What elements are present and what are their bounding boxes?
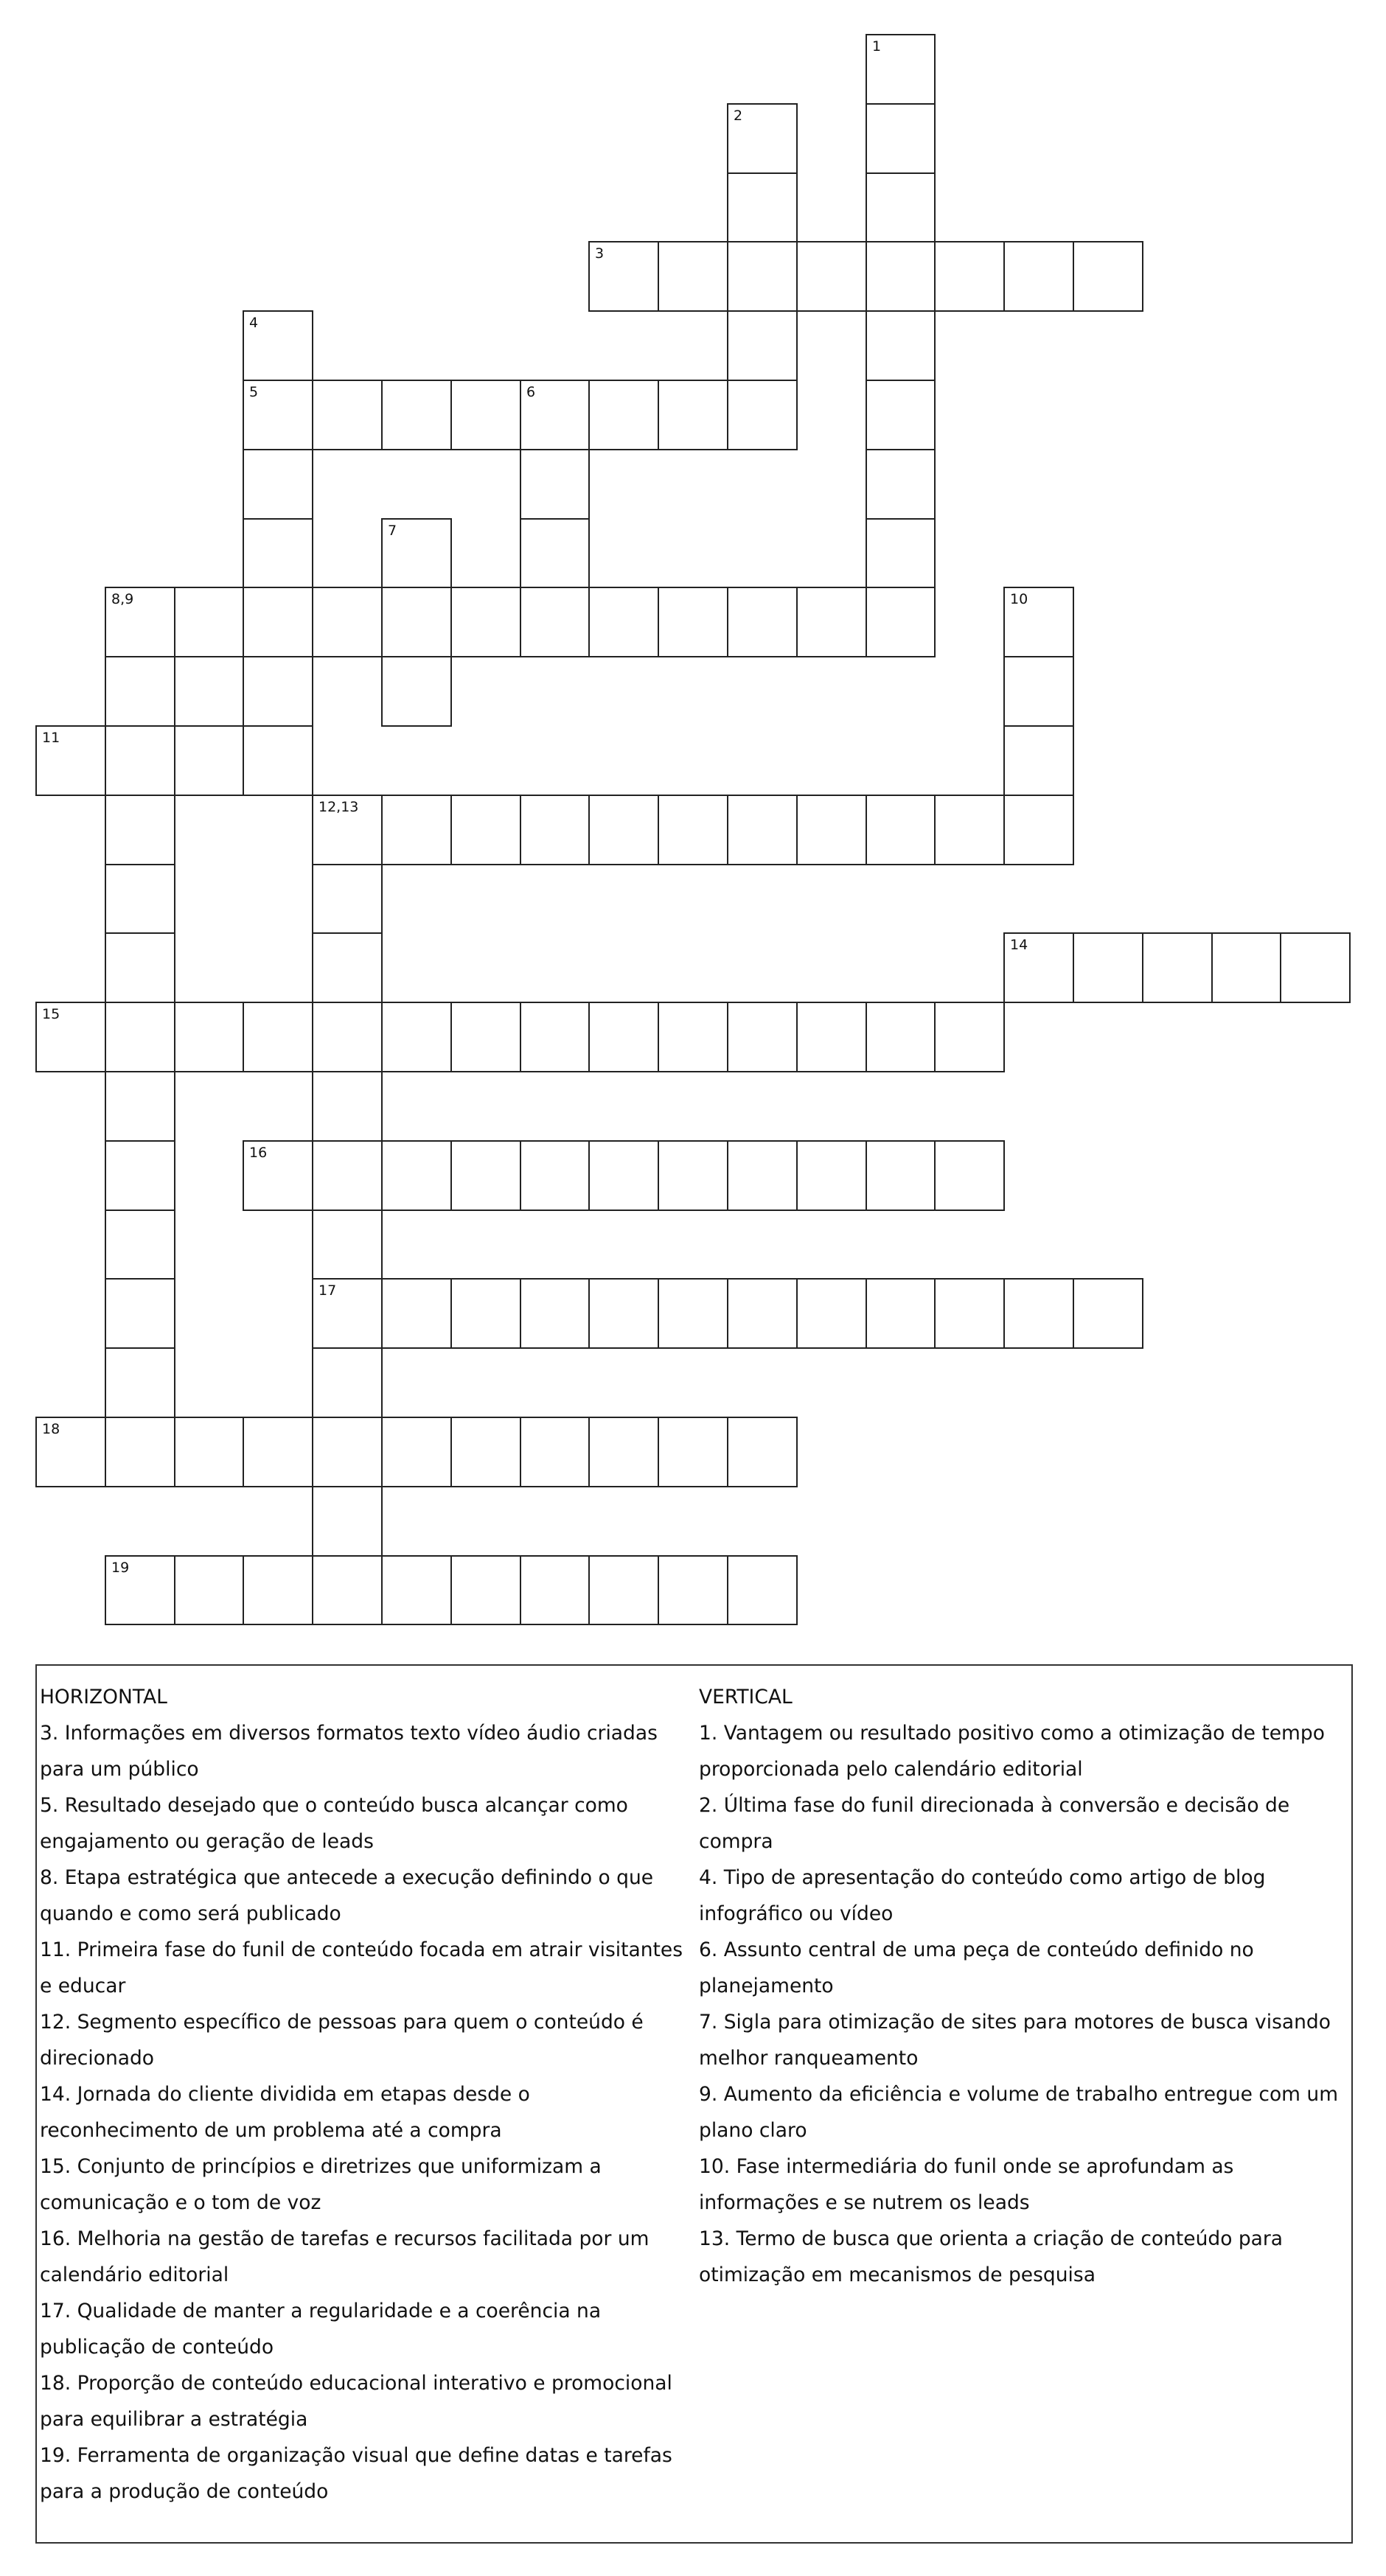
crossword-cell[interactable] <box>727 310 798 381</box>
crossword-cell[interactable] <box>727 1555 798 1625</box>
crossword-cell[interactable] <box>520 518 590 588</box>
crossword-cell[interactable] <box>450 1417 521 1487</box>
crossword-cell[interactable] <box>105 1347 175 1418</box>
clue-number: 6 <box>526 384 536 400</box>
crossword-cell[interactable] <box>727 587 798 657</box>
crossword-cell[interactable] <box>105 1417 175 1487</box>
clue-number: 12,13 <box>318 799 359 815</box>
crossword-cell[interactable] <box>796 241 867 312</box>
crossword-cell[interactable] <box>588 1002 659 1072</box>
crossword-cell[interactable] <box>1003 725 1074 796</box>
clue-down-13: 13. Termo de busca que orienta a criação de conteúdo para otimização em mecanismos de pesquisa <box>699 2227 1284 2286</box>
crossword-cell[interactable] <box>381 656 452 727</box>
crossword-cell[interactable] <box>1003 656 1074 727</box>
crossword-cell[interactable] <box>312 1002 383 1072</box>
horizontal-heading: HORIZONTAL <box>40 1686 167 1708</box>
crossword-cell[interactable] <box>520 1555 590 1625</box>
clue-across-17: 17. Qualidade de manter a regularidade e a coerência na publicação de conteúdo <box>40 2300 602 2359</box>
crossword-cell[interactable] <box>796 1140 867 1211</box>
crossword-cell[interactable] <box>105 1555 175 1625</box>
clue-down-7: 7. Sigla para otimização de sites para motores de busca visando melhor ranqueamento <box>699 2011 1331 2070</box>
clue-down-4: 4. Tipo de apresentação do conteúdo como artigo de blog infográfico ou vídeo <box>699 1866 1266 1925</box>
crossword-cell[interactable] <box>727 1278 798 1349</box>
crossword-cell[interactable] <box>520 1002 590 1072</box>
crossword-cell[interactable] <box>174 725 244 796</box>
crossword-cell[interactable] <box>174 587 244 657</box>
clue-across-5: 5. Resultado desejado que o conteúdo busca alcançar como engajamento ou geração de leads <box>40 1794 628 1853</box>
clue-number: 16 <box>249 1145 268 1161</box>
crossword-cell[interactable] <box>243 1555 313 1625</box>
crossword-cell[interactable] <box>520 795 590 865</box>
crossword-cell[interactable] <box>727 380 798 450</box>
crossword-cell[interactable] <box>312 380 383 450</box>
crossword-cell[interactable] <box>312 587 383 657</box>
crossword-cell[interactable] <box>243 725 313 796</box>
crossword-cell[interactable] <box>312 1278 383 1349</box>
crossword-cell[interactable] <box>312 795 383 865</box>
clue-panel <box>35 1664 1353 2544</box>
crossword-cell[interactable] <box>658 1417 728 1487</box>
crossword-cell[interactable] <box>588 1555 659 1625</box>
crossword-cell[interactable] <box>312 864 383 934</box>
clue-across-15: 15. Conjunto de princípios e diretrizes que uniformizam a comunicação e o tom de voz <box>40 2155 602 2214</box>
clue-down-9: 9. Aumento da eficiência e volume de trabalho entregue com um plano claro <box>699 2083 1339 2142</box>
crossword-cell[interactable] <box>243 449 313 520</box>
crossword-cell[interactable] <box>1073 1278 1143 1349</box>
clue-number: 2 <box>734 108 743 124</box>
crossword-cell[interactable] <box>588 380 659 450</box>
clue-across-11: 11. Primeira fase do funil de conteúdo focada em atrair visitantes e educar <box>40 1938 683 1997</box>
clue-down-6: 6. Assunto central de uma peça de conteúdo definido no planejamento <box>699 1938 1254 1997</box>
crossword-cell[interactable] <box>1211 932 1281 1003</box>
crossword-cell[interactable] <box>934 795 1005 865</box>
crossword-cell[interactable] <box>727 795 798 865</box>
crossword-cell[interactable] <box>658 1555 728 1625</box>
crossword-cell[interactable] <box>243 1140 313 1211</box>
crossword-cell[interactable] <box>174 656 244 727</box>
crossword-cell[interactable] <box>105 725 175 796</box>
crossword-cell[interactable] <box>866 587 936 657</box>
crossword-cell[interactable] <box>312 932 383 1003</box>
clue-number: 3 <box>595 245 605 262</box>
crossword-cell[interactable] <box>105 864 175 934</box>
crossword-cell[interactable] <box>520 380 590 450</box>
clue-across-3: 3. Informações em diversos formatos texto vídeo áudio criadas para um público <box>40 1722 658 1781</box>
vertical-clues <box>699 1679 1351 2293</box>
crossword-cell[interactable] <box>1073 932 1143 1003</box>
crossword-cell[interactable] <box>312 1347 383 1418</box>
crossword-cell[interactable] <box>105 587 175 657</box>
crossword-cell[interactable] <box>1142 932 1213 1003</box>
crossword-cell[interactable] <box>312 1071 383 1142</box>
crossword-cell[interactable] <box>934 1140 1005 1211</box>
crossword-cell[interactable] <box>658 380 728 450</box>
crossword-cell[interactable] <box>588 1417 659 1487</box>
crossword-cell[interactable] <box>381 1140 452 1211</box>
clue-number: 10 <box>1010 591 1028 607</box>
crossword-cell[interactable] <box>520 1417 590 1487</box>
crossword-cell[interactable] <box>174 1555 244 1625</box>
clue-number: 8,9 <box>111 591 134 607</box>
crossword-cell[interactable] <box>658 241 728 312</box>
crossword-cell[interactable] <box>105 1071 175 1142</box>
crossword-cell[interactable] <box>381 1555 452 1625</box>
crossword-cell[interactable] <box>1003 795 1074 865</box>
crossword-cell[interactable] <box>796 1002 867 1072</box>
crossword-cell[interactable] <box>105 1140 175 1211</box>
crossword-cell[interactable] <box>866 1140 936 1211</box>
clue-down-2: 2. Última fase do funil direcionada à conversão e decisão de compra <box>699 1794 1290 1853</box>
crossword-cell[interactable] <box>312 1486 383 1557</box>
crossword-cell[interactable] <box>866 103 936 174</box>
crossword-cell[interactable] <box>520 587 590 657</box>
crossword-cell[interactable] <box>796 587 867 657</box>
crossword-cell[interactable] <box>866 310 936 381</box>
crossword-cell[interactable] <box>1003 932 1074 1003</box>
crossword-cell[interactable] <box>658 587 728 657</box>
clue-number: 15 <box>42 1006 60 1022</box>
crossword-cell[interactable] <box>1073 241 1143 312</box>
crossword-cell[interactable] <box>381 1002 452 1072</box>
crossword-cell[interactable] <box>866 795 936 865</box>
crossword-cell[interactable] <box>588 1278 659 1349</box>
crossword-cell[interactable] <box>105 932 175 1003</box>
crossword-cell[interactable] <box>381 1417 452 1487</box>
crossword-cell[interactable] <box>866 518 936 588</box>
crossword-cell[interactable] <box>520 449 590 520</box>
clue-across-19: 19. Ferramenta de organização visual que define datas e tarefas para a produção de conteúdo <box>40 2444 672 2503</box>
crossword-cell[interactable] <box>174 1417 244 1487</box>
crossword-cell[interactable] <box>35 1002 106 1072</box>
crossword-cell[interactable] <box>658 1278 728 1349</box>
vertical-heading: VERTICAL <box>699 1686 793 1708</box>
crossword-cell[interactable] <box>658 1002 728 1072</box>
crossword-cell[interactable] <box>105 1278 175 1349</box>
crossword-cell[interactable] <box>243 587 313 657</box>
crossword-cell[interactable] <box>866 241 936 312</box>
crossword-cell[interactable] <box>381 587 452 657</box>
crossword-cell[interactable] <box>727 103 798 174</box>
crossword-cell[interactable] <box>727 1140 798 1211</box>
crossword-cell[interactable] <box>243 1417 313 1487</box>
crossword-cell[interactable] <box>105 1210 175 1280</box>
clue-across-14: 14. Jornada do cliente dividida em etapas desde o reconhecimento de um problema até a compra <box>40 2083 530 2142</box>
crossword-cell[interactable] <box>312 1140 383 1211</box>
crossword-cell[interactable] <box>866 449 936 520</box>
clue-number: 17 <box>318 1282 337 1299</box>
crossword-cell[interactable] <box>450 795 521 865</box>
crossword-cell[interactable] <box>312 1417 383 1487</box>
crossword-cell[interactable] <box>450 380 521 450</box>
crossword-cell[interactable] <box>243 1002 313 1072</box>
crossword-cell[interactable] <box>312 1555 383 1625</box>
crossword-cell[interactable] <box>381 518 452 588</box>
crossword-cell[interactable] <box>588 795 659 865</box>
crossword-cell[interactable] <box>588 241 659 312</box>
crossword-cell[interactable] <box>35 1417 106 1487</box>
crossword-cell[interactable] <box>727 1417 798 1487</box>
clue-number: 5 <box>249 384 259 400</box>
crossword-cell[interactable] <box>1003 587 1074 657</box>
crossword-cell[interactable] <box>934 1002 1005 1072</box>
crossword-cell[interactable] <box>243 518 313 588</box>
crossword-cell[interactable] <box>866 1002 936 1072</box>
clue-number: 4 <box>249 315 259 331</box>
clue-down-1: 1. Vantagem ou resultado positivo como a otimização de tempo proporcionada pelo calendário editorial <box>699 1722 1325 1781</box>
clue-number: 11 <box>42 730 60 746</box>
clue-number: 19 <box>111 1560 130 1576</box>
clue-across-12: 12. Segmento específico de pessoas para quem o conteúdo é direcionado <box>40 2011 644 2070</box>
clue-across-8: 8. Etapa estratégica que antecede a execução definindo o que quando e como será publicado <box>40 1866 654 1925</box>
crossword-cell[interactable] <box>727 241 798 312</box>
crossword-cell[interactable] <box>658 1140 728 1211</box>
crossword-cell[interactable] <box>312 1210 383 1280</box>
crossword-cell[interactable] <box>520 1140 590 1211</box>
crossword-cell[interactable] <box>1280 932 1351 1003</box>
crossword-cell[interactable] <box>450 1555 521 1625</box>
clue-number: 7 <box>388 523 397 539</box>
crossword-cell[interactable] <box>381 1278 452 1349</box>
clue-down-10: 10. Fase intermediária do funil onde se aprofundam as informações e se nutrem os leads <box>699 2155 1234 2214</box>
clue-number: 14 <box>1010 937 1028 953</box>
crossword-cell[interactable] <box>381 795 452 865</box>
crossword-cell[interactable] <box>105 656 175 727</box>
crossword-cell[interactable] <box>1003 1278 1074 1349</box>
crossword-cell[interactable] <box>934 241 1005 312</box>
crossword-cell[interactable] <box>866 380 936 450</box>
crossword-cell[interactable] <box>105 1002 175 1072</box>
crossword-cell[interactable] <box>450 1002 521 1072</box>
crossword-cell[interactable] <box>1003 241 1074 312</box>
crossword-cell[interactable] <box>450 587 521 657</box>
crossword-cell[interactable] <box>243 656 313 727</box>
crossword-cell[interactable] <box>450 1278 521 1349</box>
crossword-cell[interactable] <box>727 1002 798 1072</box>
crossword-cell[interactable] <box>866 34 936 105</box>
clue-across-16: 16. Melhoria na gestão de tarefas e recursos facilitada por um calendário editorial <box>40 2227 650 2286</box>
crossword-cell[interactable] <box>727 172 798 242</box>
crossword-cell[interactable] <box>588 1140 659 1211</box>
clue-number: 18 <box>42 1421 60 1437</box>
crossword-cell[interactable] <box>450 1140 521 1211</box>
clue-number: 1 <box>872 38 882 55</box>
crossword-cell[interactable] <box>520 1278 590 1349</box>
crossword-cell[interactable] <box>658 795 728 865</box>
crossword-cell[interactable] <box>588 587 659 657</box>
crossword-cell[interactable] <box>35 725 106 796</box>
crossword-cell[interactable] <box>243 380 313 450</box>
crossword-cell[interactable] <box>796 795 867 865</box>
crossword-cell[interactable] <box>105 795 175 865</box>
crossword-cell[interactable] <box>796 1278 867 1349</box>
crossword-cell[interactable] <box>243 310 313 381</box>
crossword-cell[interactable] <box>174 1002 244 1072</box>
clue-across-18: 18. Proporção de conteúdo educacional interativo e promocional para equilibrar a estratégia <box>40 2372 672 2431</box>
crossword-cell[interactable] <box>934 1278 1005 1349</box>
horizontal-clues <box>40 1679 689 2510</box>
crossword-cell[interactable] <box>866 172 936 242</box>
crossword-cell[interactable] <box>381 380 452 450</box>
crossword-cell[interactable] <box>866 1278 936 1349</box>
